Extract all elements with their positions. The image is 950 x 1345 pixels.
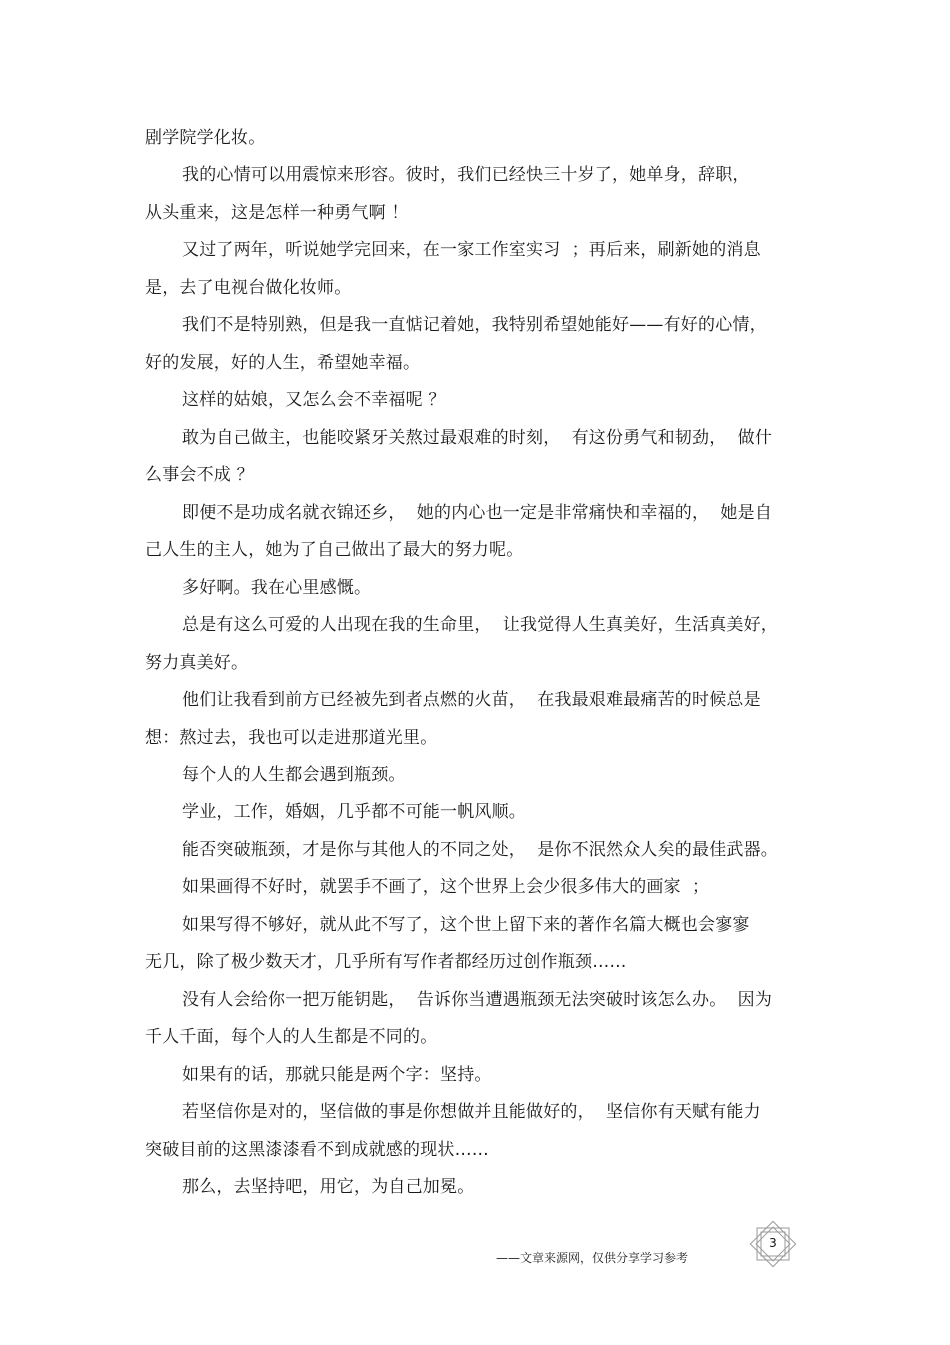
paragraph-line: 么事会不成 ？	[145, 465, 254, 485]
page-number: 3	[769, 1236, 777, 1250]
paragraph-line: 无几，除了极少数天才，几乎所有写作者都经历过创作瓶颈……	[145, 952, 627, 972]
paragraph-line: 我的心情可以用震惊来形容。彼时，我们已经快三十岁了，她单身，辞职，	[182, 165, 750, 185]
paragraph-line: 如果有的话，那就只能是两个字：坚持。	[182, 1065, 492, 1085]
paragraph-line: 每个人的人生都会遇到瓶颈。	[182, 765, 406, 785]
paragraph-line: 如果画得不好时，就罢手不画了，这个世界上会少很多伟大的画家 ；	[182, 877, 710, 897]
paragraph-line: 即便不是功成名就衣锦还乡， 她的内心也一定是非常痛快和幸福的， 她是自	[182, 503, 773, 523]
paragraph-line: 努力真美好。	[145, 653, 249, 673]
footer-source-note: ——文章来源网，仅供分享学习参考	[496, 1251, 689, 1265]
paragraph-line: 我们不是特别熟，但是我一直惦记着她，我特别希望她能好——有好的心情，	[182, 315, 767, 335]
paragraph-line: 突破目前的这黑漆漆看不到成就感的现状……	[145, 1140, 489, 1160]
paragraph-line: 那么，去坚持吧，用它，为自己加冕。	[182, 1177, 475, 1197]
paragraph-line: 是，去了电视台做化妆师。	[145, 278, 352, 298]
paragraph-line: 想：熬过去，我也可以走进那道光里。	[145, 728, 438, 748]
paragraph-line: 学业，工作，婚姻，几乎都不可能一帆风顺。	[182, 802, 526, 822]
paragraph-line: 如果写得不够好，就从此不写了，这个世上留下来的著作名篇大概也会寥寥	[182, 915, 750, 935]
paragraph-line: 又过了两年，听说她学完回来，在一家工作室实习 ；再后来，刷新她的消息	[182, 240, 761, 260]
paragraph-line: 他们让我看到前方已经被先到者点燃的火苗， 在我最艰难最痛苦的时候总是	[182, 690, 761, 710]
paragraph-line: 能否突破瓶颈，才是你与其他人的不同之处， 是你不泯然众人矣的最佳武器。	[182, 840, 779, 860]
paragraph-line: 己人生的主人，她为了自己做出了最大的努力呢。	[145, 540, 524, 560]
paragraph-line: 敢为自己做主，也能咬紧牙关熬过最艰难的时刻， 有这份勇气和韧劲， 做什	[182, 428, 773, 448]
paragraph-line: 若坚信你是对的，坚信做的事是你想做并且能做好的， 坚信你有天赋有能力	[182, 1102, 761, 1122]
paragraph-line: 剧学院学化妆。	[145, 128, 266, 148]
page-number-badge	[748, 1219, 798, 1269]
paragraph-line: 多好啊。我在心里感慨。	[182, 578, 372, 598]
paragraph-line: 这样的姑娘，又怎么会不幸福呢 ？	[182, 390, 446, 410]
paragraph-line: 千人千面，每个人的人生都是不同的。	[145, 1027, 438, 1047]
paragraph-line: 没有人会给你一把万能钥匙， 告诉你当遭遇瓶颈无法突破时该怎么办。 因为	[182, 990, 773, 1010]
paragraph-line: 总是有这么可爱的人出现在我的生命里， 让我觉得人生真美好，生活真美好，	[182, 615, 779, 635]
paragraph-line: 好的发展，好的人生，希望她幸福。	[145, 353, 421, 373]
paragraph-line: 从头重来，这是怎样一种勇气啊 ！	[145, 203, 409, 223]
